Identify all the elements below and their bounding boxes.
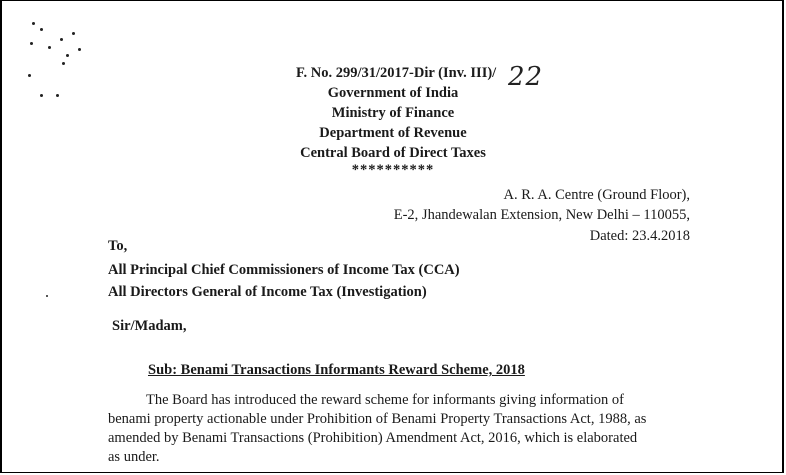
recipient-2: All Directors General of Income Tax (Investigation) — [108, 284, 427, 300]
to-label: To, — [108, 238, 128, 254]
body-line-2: benami property actionable under Prohibition of Benami Property Transactions Act, 1988, as — [108, 411, 647, 427]
handwritten-number: 22 — [508, 62, 544, 92]
address-line-2: E-2, Jhandewalan Extension, New Delhi – 110055, — [393, 207, 690, 223]
subject-line: Sub: Benami Transactions Informants Reward Scheme, 2018 — [148, 362, 525, 378]
board-line: Central Board of Direct Taxes — [300, 145, 486, 161]
recipient-1: All Principal Chief Commissioners of Income Tax (CCA) — [108, 262, 460, 278]
department-line: Department of Revenue — [319, 125, 467, 141]
date-line: Dated: 23.4.2018 — [589, 228, 690, 244]
body-line-1: The Board has introduced the reward scheme for informants giving information of — [146, 392, 624, 408]
govt-line: Government of India — [327, 85, 459, 101]
ministry-line: Ministry of Finance — [331, 105, 455, 121]
stars-divider: ********** — [351, 162, 435, 178]
file-number: F. No. 299/31/2017-Dir (Inv. III)/ — [296, 65, 497, 81]
address-line-1: A. R. A. Centre (Ground Floor), — [503, 187, 690, 203]
body-line-4: as under. — [108, 449, 160, 465]
body-line-3: amended by Benami Transactions (Prohibition) Amendment Act, 2016, which is elaborated — [108, 430, 638, 446]
salutation: Sir/Madam, — [112, 318, 187, 334]
